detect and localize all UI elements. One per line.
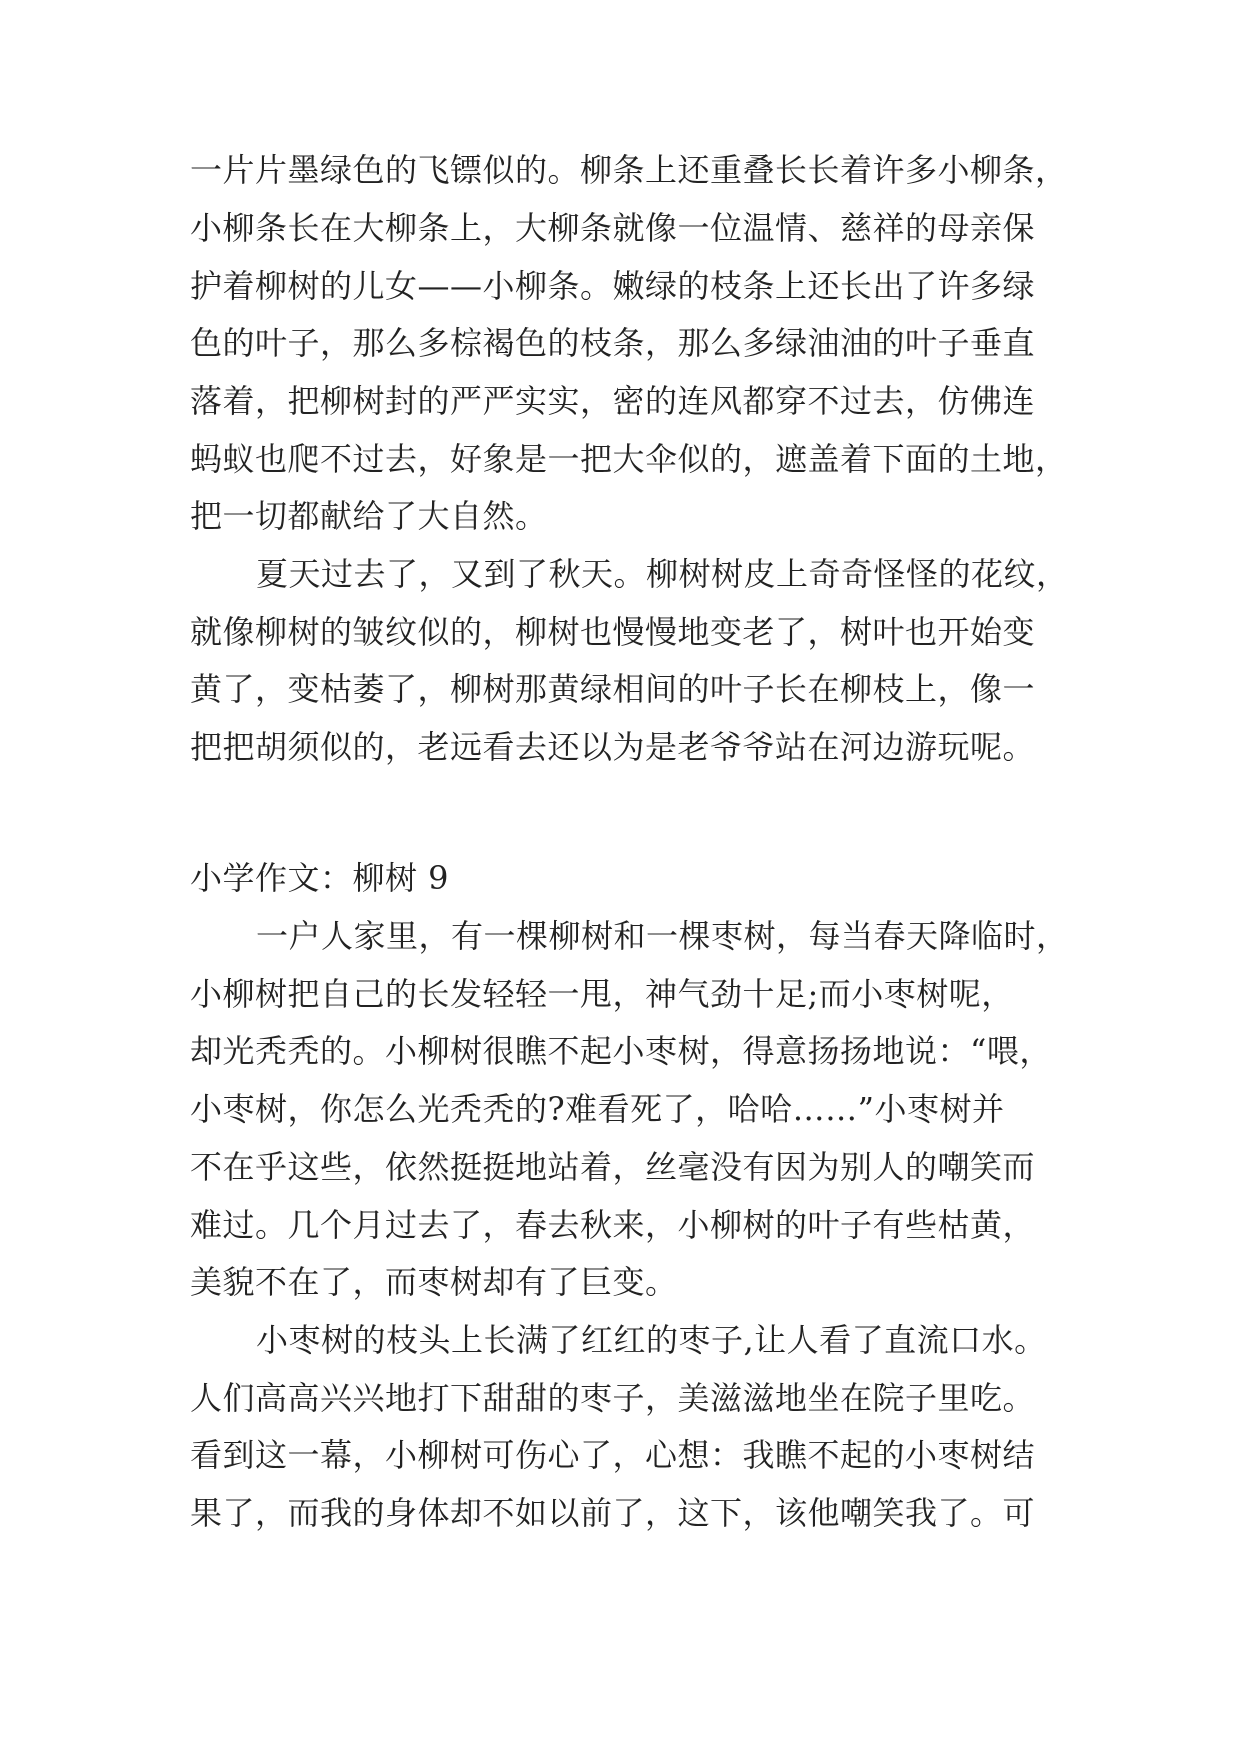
- text-line: 小柳条长在大柳条上，大柳条就像一位温情、慈祥的母亲保: [190, 209, 1036, 247]
- text-line: 护着柳树的儿女——小柳条。嫩绿的枝条上还长出了许多绿: [190, 267, 1036, 305]
- text-line: 小柳树把自己的长发轻轻一甩，神气劲十足;而小枣树呢，: [190, 975, 1014, 1013]
- paragraph-first-line: 夏天过去了，又到了秋天。柳树树皮上奇奇怪怪的花纹，: [256, 555, 1069, 593]
- text-line: 小枣树，你怎么光秃秃的?难看死了，哈哈……”小枣树并: [190, 1090, 1005, 1128]
- text-line: 却光秃秃的。小柳树很瞧不起小枣树，得意扬扬地说：“喂，: [190, 1032, 1052, 1070]
- text-line: 把一切都献给了大自然。: [190, 497, 548, 535]
- text-line: 不在乎这些，依然挺挺地站着，丝毫没有因为别人的嘲笑而: [190, 1148, 1036, 1186]
- text-line: 看到这一幕，小柳树可伤心了，心想：我瞧不起的小枣树结: [190, 1436, 1036, 1474]
- text-line: 就像柳树的皱纹似的，柳树也慢慢地变老了，树叶也开始变: [190, 613, 1036, 651]
- paragraph-first-line: 一户人家里，有一棵柳树和一棵枣树，每当春天降临时，: [256, 917, 1069, 955]
- text-line: 黄了，变枯萎了，柳树那黄绿相间的叶子长在柳枝上，像一: [190, 670, 1036, 708]
- text-line: 果了，而我的身体却不如以前了，这下，该他嘲笑我了。可: [190, 1494, 1036, 1532]
- text-line: 难过。几个月过去了，春去秋来，小柳树的叶子有些枯黄，: [190, 1206, 1036, 1244]
- text-line: 美貌不在了，而枣树却有了巨变。: [190, 1263, 678, 1301]
- text-line: 把把胡须似的，老远看去还以为是老爷爷站在河边游玩呢。: [190, 728, 1036, 766]
- text-line: 人们高高兴兴地打下甜甜的枣子，美滋滋地坐在院子里吃。: [190, 1379, 1036, 1417]
- text-line: 一片片墨绿色的飞镖似的。柳条上还重叠长长着许多小柳条，: [190, 151, 1068, 189]
- text-line: 落着，把柳树封的严严实实，密的连风都穿不过去，仿佛连: [190, 382, 1036, 420]
- text-line: 蚂蚁也爬不过去，好象是一把大伞似的，遮盖着下面的土地，: [190, 440, 1068, 478]
- paragraph-first-line: 小枣树的枝头上长满了红红的枣子,让人看了直流口水。: [256, 1321, 1047, 1359]
- section-heading: 小学作文：柳树 9: [190, 859, 450, 897]
- text-line: 色的叶子，那么多棕褐色的枝条，那么多绿油油的叶子垂直: [190, 324, 1036, 362]
